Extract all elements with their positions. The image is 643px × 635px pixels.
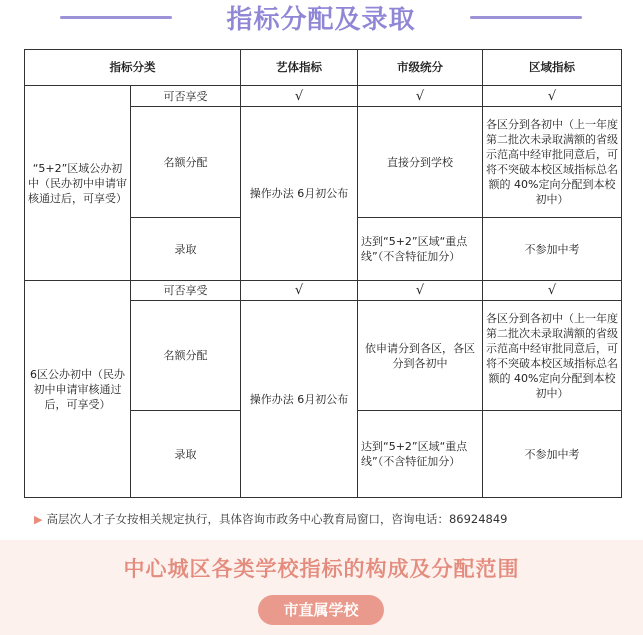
row-label-quota: 名额分配 [131,301,241,411]
group-label: 6区公办初中（民办初中申请审核通过后，可享受） [25,281,131,498]
group-label: “5+2”区域公办初中（民办初中申请审核通过后，可享受） [25,86,131,281]
note-line [34,509,634,529]
art-method: 操作办法 6月初公布 [241,301,358,498]
art-check: √ [241,281,358,301]
region-quota: 各区分到各初中（上一年度第二批次未录取满额的省级示范高中经审批同意后，可将不突破本校区域指标总名额的 40%定向分配到本校初中） [483,107,622,218]
region-check: √ [483,86,622,107]
region-admit: 不参加中考 [483,218,622,281]
city-quota: 依申请分到各区，各区分到各初中 [358,301,483,411]
table-row [25,281,622,301]
region-quota: 各区分到各初中（上一年度第二批次未录取满额的省级示范高中经审批同意后，可将不突破本校区域指标总名额的 40%定向分配到本校初中） [483,301,622,411]
row-label-enjoy: 可否享受 [131,86,241,107]
row-label-admit: 录取 [131,218,241,281]
table-header-row [25,50,622,86]
row-label-admit: 录取 [131,411,241,498]
city-quota: 直接分到学校 [358,107,483,218]
table-row [25,86,622,107]
row-label-enjoy: 可否享受 [131,281,241,301]
page-title: 指标分配及录取 [226,5,416,35]
city-admit: 达到“5+2”区域“重点线”（不含特征加分） [358,411,483,498]
row-label-quota: 名额分配 [131,107,241,218]
art-check: √ [241,86,358,107]
header-city: 市级统分 [358,50,483,86]
note-text: 高层次人才子女按相关规定执行，具体咨询市政务中心教育局窗口，咨询电话：86924849 [46,512,508,526]
region-check: √ [483,281,622,301]
city-admit: 达到“5+2”区域“重点线”（不含特征加分） [358,218,483,281]
header-divider-right [470,16,582,19]
quota-table [24,49,622,498]
header-divider-left [60,16,172,19]
art-method: 操作办法 6月初公布 [241,107,358,281]
section-pill: 市直属学校 [258,595,384,625]
page-header [0,0,643,46]
city-check: √ [358,281,483,301]
triangle-right-icon: ▶ [34,513,43,526]
region-admit: 不参加中考 [483,411,622,498]
city-check: √ [358,86,483,107]
header-region: 区域指标 [483,50,622,86]
header-art: 艺体指标 [241,50,358,86]
section-band [0,540,643,635]
section-title: 中心城区各类学校指标的构成及分配范围 [123,557,520,581]
header-category: 指标分类 [25,50,241,86]
